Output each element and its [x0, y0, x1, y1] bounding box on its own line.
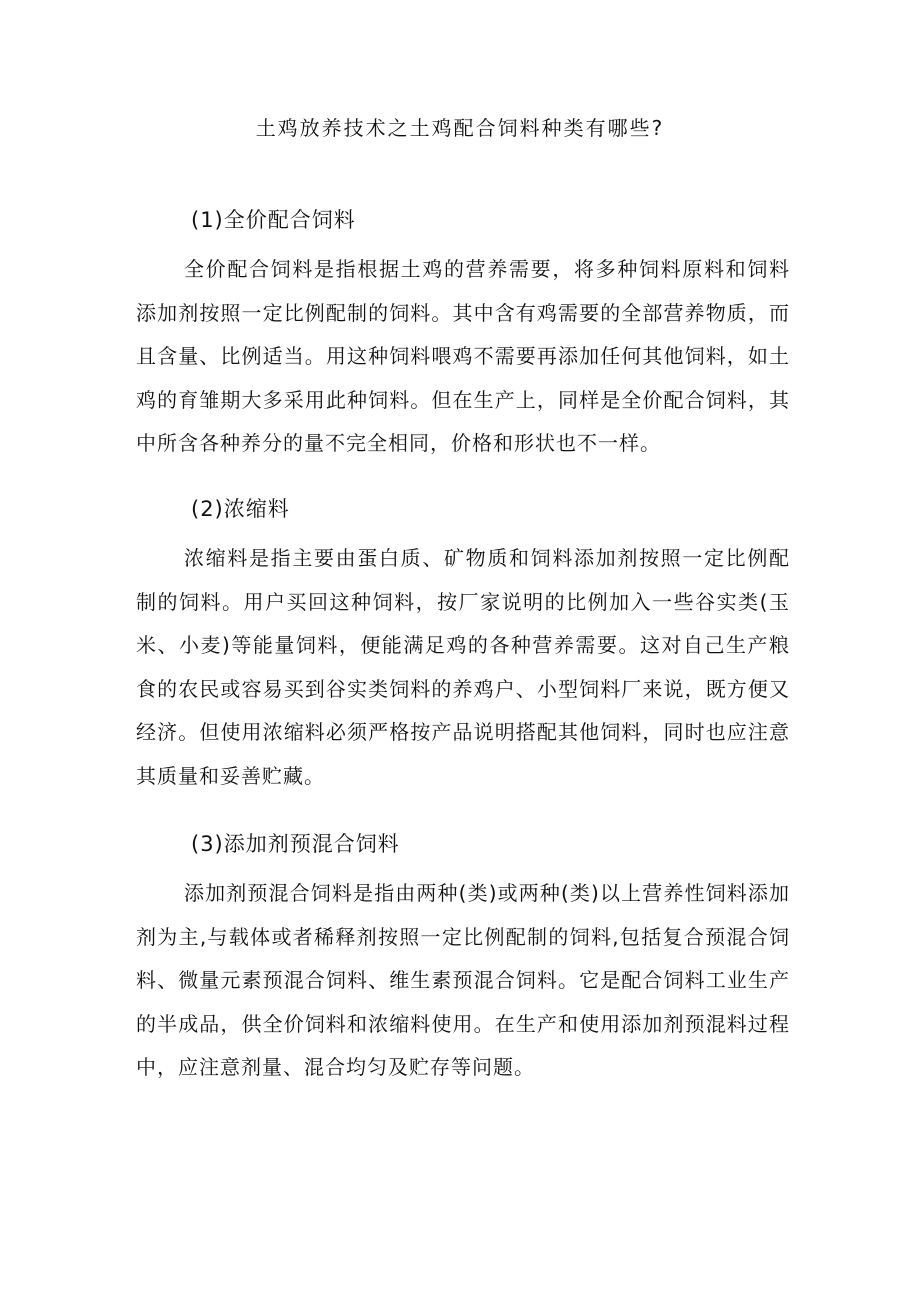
section-heading-3: (3)添加剂预混合饲料 — [191, 832, 400, 856]
section-heading-2: (2)浓缩料 — [191, 497, 290, 521]
section-body-2: 浓缩料是指主要由蛋白质、矿物质和饲料添加剂按照一定比例配制的饲料。用户买回这种饲料，按厂家说明的比例加入一些谷实类(玉米、小麦)等能量饲料，便能满足鸡的各种营养需要。这对自己生产粮食的农民或容易买到谷实类饲料的养鸡户、小型饲料厂来说，既方便又经济。但使用浓缩料必须严格按产品说明搭配其他饲料，同时也应注意其质量和妥善贮藏。 — [136, 546, 790, 788]
section-heading-1: (1)全价配合饲料 — [191, 208, 356, 232]
section-body-1: 全价配合饲料是指根据土鸡的营养需要，将多种饲料原料和饲料添加剂按照一定比例配制的饲料。其中含有鸡需要的全部营养物质，而且含量、比例适当。用这种饲料喂鸡不需要再添加任何其他饲料，如土鸡的育雏期大多采用此种饲料。但在生产上，同样是全价配合饲料，其中所含各种养分的量不完全相同，价格和形状也不一样。 — [136, 257, 790, 456]
section-body-3: 添加剂预混合饲料是指由两种(类)或两种(类)以上营养性饲料添加剂为主,与载体或者稀释剂按照一定比例配制的饲料,包括复合预混合饲料、微量元素预混合饲料、维生素预混合饲料。它是配合饲料工业生产的半成品，供全价饲料和浓缩料使用。在生产和使用添加剂预混料过程中，应注意剂量、混合均匀及贮存等问题。 — [136, 881, 790, 1080]
page-title: 土鸡放养技术之土鸡配合饲料种类有哪些? — [255, 116, 665, 140]
